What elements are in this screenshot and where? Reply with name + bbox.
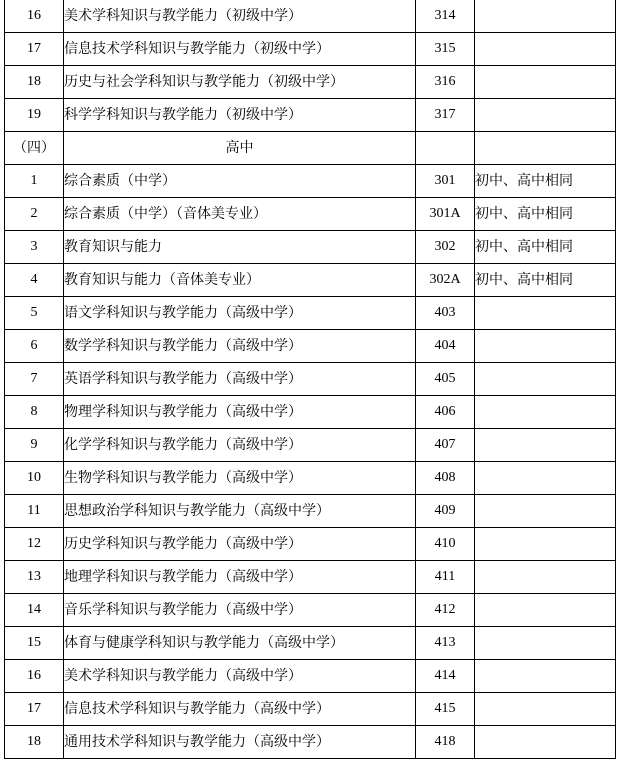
subject-note: [475, 429, 616, 462]
table-row: [5, 231, 616, 264]
subject-note: 初中、高中相同: [475, 264, 616, 297]
subject-note: [475, 0, 616, 33]
subject-code: 404: [416, 330, 475, 363]
subject-note: [475, 561, 616, 594]
subject-name: 语文学科知识与教学能力（高级中学）: [64, 297, 416, 330]
row-number: 3: [5, 231, 64, 264]
subject-code: 405: [416, 363, 475, 396]
table-row: [5, 495, 616, 528]
row-number: 11: [5, 495, 64, 528]
row-number: 14: [5, 594, 64, 627]
section-title: 高中: [64, 132, 416, 165]
subject-note: [475, 33, 616, 66]
subject-note: 初中、高中相同: [475, 198, 616, 231]
table-row: [5, 693, 616, 726]
subject-code: 414: [416, 660, 475, 693]
subject-name: 物理学科知识与教学能力（高级中学）: [64, 396, 416, 429]
table-row: [5, 561, 616, 594]
subject-code: 411: [416, 561, 475, 594]
subject-note: [475, 627, 616, 660]
subject-code: 412: [416, 594, 475, 627]
subject-name: 教育知识与能力: [64, 231, 416, 264]
row-number: 12: [5, 528, 64, 561]
table-row: [5, 429, 616, 462]
subject-name: 美术学科知识与教学能力（高级中学）: [64, 660, 416, 693]
subject-name: 美术学科知识与教学能力（初级中学）: [64, 0, 416, 33]
table-row: [5, 363, 616, 396]
row-number: 18: [5, 66, 64, 99]
subject-name: 英语学科知识与教学能力（高级中学）: [64, 363, 416, 396]
table-row: [5, 528, 616, 561]
table-row: [5, 99, 616, 132]
subject-code: 407: [416, 429, 475, 462]
section-code-empty: [416, 132, 475, 165]
subject-name: 数学学科知识与教学能力（高级中学）: [64, 330, 416, 363]
table-row: [5, 297, 616, 330]
subject-name: 思想政治学科知识与教学能力（高级中学）: [64, 495, 416, 528]
subject-name: 生物学科知识与教学能力（高级中学）: [64, 462, 416, 495]
subject-code: 316: [416, 66, 475, 99]
subject-name: 综合素质（中学）: [64, 165, 416, 198]
table-row: [5, 462, 616, 495]
subject-note: [475, 66, 616, 99]
subject-name: 科学学科知识与教学能力（初级中学）: [64, 99, 416, 132]
table-row: [5, 627, 616, 660]
subject-note: [475, 660, 616, 693]
subject-name: 音乐学科知识与教学能力（高级中学）: [64, 594, 416, 627]
row-number: 9: [5, 429, 64, 462]
table-row: [5, 66, 616, 99]
subject-code: 410: [416, 528, 475, 561]
table-row: [5, 165, 616, 198]
exam-subject-table: [4, 0, 616, 759]
subject-note: [475, 528, 616, 561]
subject-code: 408: [416, 462, 475, 495]
subject-note: 初中、高中相同: [475, 165, 616, 198]
table-body: [5, 0, 616, 759]
subject-name: 化学学科知识与教学能力（高级中学）: [64, 429, 416, 462]
row-number: 7: [5, 363, 64, 396]
subject-note: [475, 594, 616, 627]
row-number: 17: [5, 693, 64, 726]
row-number: 4: [5, 264, 64, 297]
subject-code: 315: [416, 33, 475, 66]
row-number: 8: [5, 396, 64, 429]
subject-name: 信息技术学科知识与教学能力（初级中学）: [64, 33, 416, 66]
subject-note: [475, 330, 616, 363]
table-row: [5, 594, 616, 627]
subject-note: [475, 693, 616, 726]
subject-note: [475, 495, 616, 528]
table-row: [5, 0, 616, 33]
subject-name: 信息技术学科知识与教学能力（高级中学）: [64, 693, 416, 726]
row-number: 16: [5, 660, 64, 693]
row-number: 18: [5, 726, 64, 759]
subject-name: 综合素质（中学）（音体美专业）: [64, 198, 416, 231]
table-row: [5, 264, 616, 297]
subject-code: 317: [416, 99, 475, 132]
subject-code: 418: [416, 726, 475, 759]
subject-code: 406: [416, 396, 475, 429]
subject-note: [475, 396, 616, 429]
subject-code: 415: [416, 693, 475, 726]
row-number: 10: [5, 462, 64, 495]
subject-name: 体育与健康学科知识与教学能力（高级中学）: [64, 627, 416, 660]
section-row-high-school: [5, 132, 616, 165]
row-number: 16: [5, 0, 64, 33]
subject-note: [475, 462, 616, 495]
subject-name: 历史学科知识与教学能力（高级中学）: [64, 528, 416, 561]
subject-name: 通用技术学科知识与教学能力（高级中学）: [64, 726, 416, 759]
subject-note: [475, 99, 616, 132]
row-number: 17: [5, 33, 64, 66]
subject-note: [475, 363, 616, 396]
table-row: [5, 396, 616, 429]
row-number: 13: [5, 561, 64, 594]
table-row: [5, 33, 616, 66]
subject-note: [475, 726, 616, 759]
table-row: [5, 660, 616, 693]
row-number: 2: [5, 198, 64, 231]
subject-note: 初中、高中相同: [475, 231, 616, 264]
row-number: 15: [5, 627, 64, 660]
table-row: [5, 726, 616, 759]
subject-code: 403: [416, 297, 475, 330]
row-number: 6: [5, 330, 64, 363]
subject-code: 302: [416, 231, 475, 264]
row-number: 1: [5, 165, 64, 198]
subject-note: [475, 297, 616, 330]
subject-code: 314: [416, 0, 475, 33]
section-number: （四）: [5, 132, 64, 165]
subject-name: 教育知识与能力（音体美专业）: [64, 264, 416, 297]
section-note-empty: [475, 132, 616, 165]
subject-code: 301A: [416, 198, 475, 231]
table-row: [5, 198, 616, 231]
row-number: 5: [5, 297, 64, 330]
subject-code: 301: [416, 165, 475, 198]
subject-code: 409: [416, 495, 475, 528]
row-number: 19: [5, 99, 64, 132]
subject-code: 413: [416, 627, 475, 660]
subject-name: 历史与社会学科知识与教学能力（初级中学）: [64, 66, 416, 99]
table-row: [5, 330, 616, 363]
subject-code: 302A: [416, 264, 475, 297]
subject-name: 地理学科知识与教学能力（高级中学）: [64, 561, 416, 594]
